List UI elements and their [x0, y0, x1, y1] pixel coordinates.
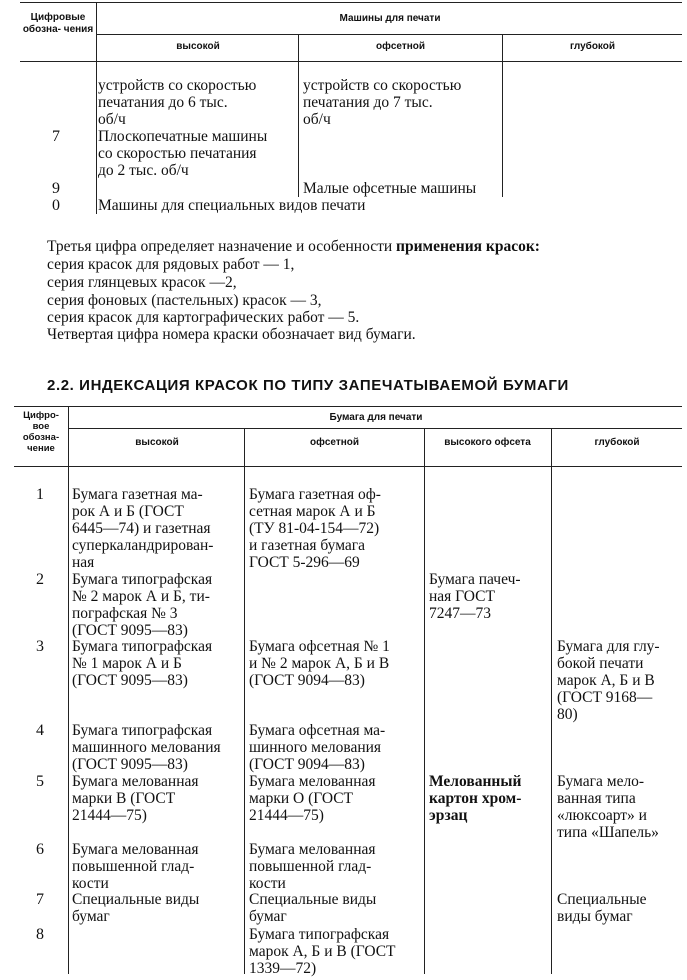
table-2-row-8-col2: Бумага типографская марок А, Б и В (ГОСТ 1339—72)	[249, 926, 396, 977]
table-1-vline-1	[96, 2, 97, 214]
table-1-top-rule	[20, 2, 682, 3]
table-1-row-4-span: Машины для специальных видов печати	[98, 197, 366, 214]
table-2-row-4-col1: Бумага типографская машинного мелования (ГОСТ 9095—83)	[72, 722, 221, 773]
table-2-row-6-num: 6	[36, 841, 44, 858]
table-2-row-5-col4: Бумага мело- ванная типа «люксоарт» и типа «Шапель»	[557, 773, 659, 841]
table-2-vline-3	[424, 428, 425, 974]
table-1-row-1-col2: устройств со скоростью печатания до 7 тыс. об/ч	[303, 77, 462, 128]
table-2-row-7-col2: Специальные виды бумаг	[249, 891, 377, 925]
section-title: 2.2. ИНДЕКСАЦИЯ КРАСОК ПО ТИПУ ЗАПЕЧАТЫВАЕМОЙ БУМАГИ	[47, 377, 569, 394]
paragraph-6: Четвертая цифра номера краски обозначает вид бумаги.	[47, 326, 416, 343]
table-2-row-1-col2: Бумага газетная оф- сетная марок А и Б (ТУ 81-04-154—72) и газетная бумага ГОСТ 5-296—69	[249, 486, 381, 571]
table-2-row-7-col1: Специальные виды бумаг	[72, 891, 200, 925]
table-2-row-3-col2: Бумага офсетная № 1 и № 2 марок А, Б и В (ГОСТ 9094—83)	[249, 638, 390, 689]
table-2-header-col4: глубокой	[594, 437, 640, 448]
table-1-row-4-num: 0	[52, 197, 60, 214]
table-2-row-4-num: 4	[36, 722, 44, 739]
table-2-row-5-col2: Бумага мелованная марки О (ГОСТ 21444—75)	[249, 773, 376, 824]
table-1-header-code: Цифровые обозна- чения	[22, 12, 94, 35]
table-1-group-rule	[96, 34, 682, 35]
paragraph-1-text: Третья цифра определяет назначение и особенности	[47, 238, 397, 255]
table-2-vline-1	[68, 406, 69, 974]
paragraph-2: серия красок для рядовых работ — 1,	[47, 256, 295, 273]
paragraph-5: серия красок для картографических работ — 5.	[47, 309, 360, 326]
table-2-row-5-col1: Бумага мелованная марки В (ГОСТ 21444—75)	[72, 773, 199, 824]
table-2-row-3-col4: Бумага для глу- бокой печати марок А, Б и В (ГОСТ 9168— 80)	[557, 638, 660, 723]
table-1-row-2-num: 7	[52, 128, 60, 145]
table-2-row-5-num: 5	[36, 773, 44, 790]
table-2-row-1-col1: Бумага газетная ма- рок А и Б (ГОСТ 6445—74) и газетная суперкаландрирован- ная	[72, 486, 214, 571]
paragraph-1-bold: применения красок:	[396, 238, 540, 255]
table-2-header-col3: высокого офсета	[444, 437, 531, 448]
table-2-row-7-col4: Специальные виды бумаг	[557, 891, 647, 925]
table-1-vline-3	[502, 34, 503, 197]
table-1-row-1-col1: устройств со скоростью печатания до 6 тыс. об/ч	[98, 77, 257, 128]
table-1-row-2-col1: Плоскопечатные машины со скоростью печатания до 2 тыс. об/ч	[98, 128, 268, 179]
table-2-header-group: Бумага для печати	[329, 412, 423, 423]
table-1-header-group: Машины для печати	[339, 13, 441, 24]
table-1-vline-2	[298, 34, 299, 197]
table-2-row-2-col3: Бумага пачеч- ная ГОСТ 7247—73	[429, 571, 521, 622]
table-2-header-rule	[14, 466, 682, 467]
table-1-header-rule	[20, 61, 682, 62]
table-2-header-code: Цифро- вое обозна- чение	[22, 410, 60, 454]
table-1-header-col1: высокой	[176, 41, 220, 52]
table-2-header-col1: высокой	[135, 437, 179, 448]
table-2-top-rule	[14, 406, 682, 407]
table-2-row-5-col3: Мелованный картон хром- эрзац	[429, 773, 522, 824]
table-2-row-3-num: 3	[36, 638, 44, 655]
table-2-row-2-num: 2	[36, 571, 44, 588]
table-2-group-rule	[68, 428, 682, 429]
table-2-header-col2: офсетной	[309, 437, 360, 448]
table-2-row-7-num: 7	[36, 891, 44, 908]
paragraph-1	[47, 238, 540, 255]
table-2-row-4-col2: Бумага офсетная ма- шинного мелования (ГОСТ 9094—83)	[249, 722, 386, 773]
table-2-row-3-col1: Бумага типографская № 1 марок А и Б (ГОСТ 9095—83)	[72, 638, 213, 689]
paragraph-3: серия глянцевых красок —2,	[47, 274, 237, 291]
table-1-row-3-num: 9	[52, 180, 60, 197]
table-1-header-col3: глубокой	[569, 41, 616, 52]
table-2-row-1-num: 1	[36, 486, 44, 503]
table-1-row-3-col2: Малые офсетные машины	[303, 180, 477, 197]
table-2-vline-4	[551, 428, 552, 974]
paragraph-4: серия фоновых (пастельных) красок — 3,	[47, 292, 322, 309]
table-2-row-6-col1: Бумага мелованная повышенной глад- кости	[72, 841, 199, 892]
table-2-row-2-col1: Бумага типографская № 2 марок А и Б, ти- пографская № 3 (ГОСТ 9095—83)	[72, 571, 213, 639]
table-2-row-8-num: 8	[36, 926, 44, 943]
table-1-header-col2: офсетной	[375, 41, 426, 52]
table-2-vline-2	[244, 428, 245, 974]
table-2-row-6-col2: Бумага мелованная повышенной глад- кости	[249, 841, 376, 892]
